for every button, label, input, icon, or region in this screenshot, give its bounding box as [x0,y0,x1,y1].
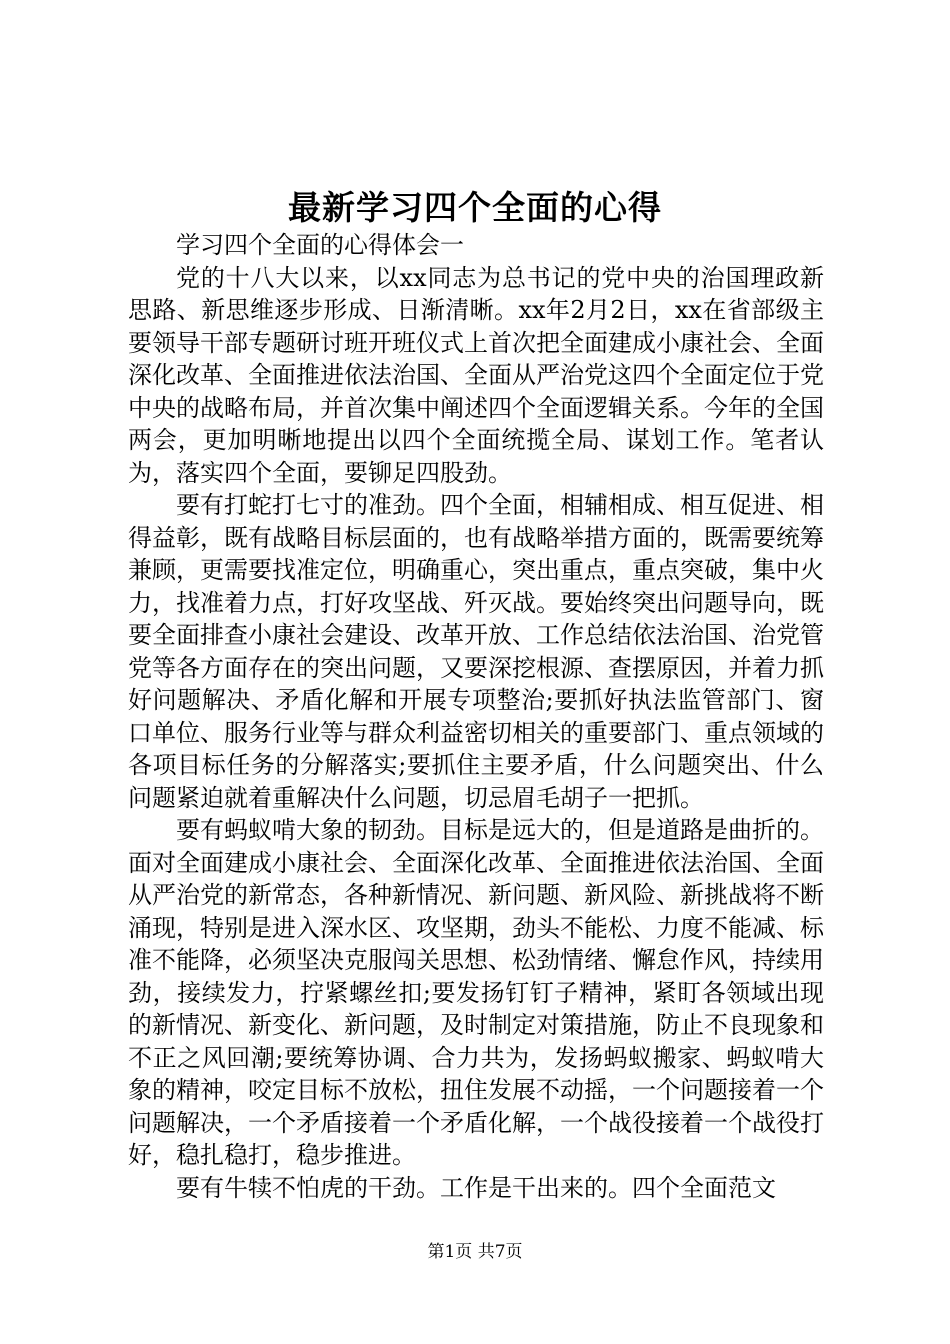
body-paragraph: 要有打蛇打七寸的准劲。四个全面，相辅相成、相互促进、相得益彰，既有战略目标层面的，也有战略举措方面的，既需要统筹兼顾，更需要找准定位，明确重心，突出重点，重点突破，集中火力，找准着力点，打好攻坚战、歼灭战。要始终突出问题导向，既要全面排查小康社会建设、改革开放、工作总结依法治国、治党管党等各方面存在的突出问题，又要深挖根源、查摆原因，并着力抓好问题解决、矛盾化解和开展专项整治;要抓好执法监管部门、窗口单位、服务行业等与群众利益密切相关的重要部门、重点领域的各项目标任务的分解落实;要抓住主要矛盾，什么问题突出、什么问题紧迫就着重解决什么问题，切忌眉毛胡子一把抓。 [128,491,824,812]
body-paragraph: 学习四个全面的心得体会一 [176,231,464,259]
document-title: 最新学习四个全面的心得 [288,188,662,227]
document-body [128,229,824,1204]
page-number: 第1页 共7页 [427,1242,523,1262]
page-footer [0,1240,950,1264]
body-paragraph: 党的十八大以来，以xx同志为总书记的党中央的治国理政新思路、新思维逐步形成、日渐清晰。xx年2月2日，xx在省部级主要领导干部专题研讨班开班仪式上首次把全面建成小康社会、全面深化改革、全面推进依法治国、全面从严治党这四个全面定位于党中央的战略布局，并首次集中阐述四个全面逻辑关系。今年的全国两会，更加明晰地提出以四个全面统揽全局、谋划工作。笔者认为，落实四个全面，要铆足四股劲。 [128,263,824,487]
body-paragraph: 要有牛犊不怕虎的干劲。工作是干出来的。四个全面范文 [176,1173,776,1202]
body-paragraph: 要有蚂蚁啃大象的韧劲。目标是远大的，但是道路是曲折的。面对全面建成小康社会、全面深化改革、全面推进依法治国、全面从严治党的新常态，各种新情况、新问题、新风险、新挑战将不断涌现，特别是进入深水区、攻坚期，劲头不能松、力度不能减、标准不能降，必须坚决克服闯关思想、松劲情绪、懈怠作风，持续用劲，接续发力，拧紧螺丝扣;要发扬钉钉子精神，紧盯各领域出现的新情况、新变化、新问题，及时制定对策措施，防止不良现象和不正之风回潮;要统筹协调、合力共为，发扬蚂蚁搬家、蚂蚁啃大象的精神，咬定目标不放松，扭住发展不动摇，一个问题接着一个问题解决，一个矛盾接着一个矛盾化解，一个战役接着一个战役打好，稳扎稳打，稳步推进。 [128,816,824,1169]
